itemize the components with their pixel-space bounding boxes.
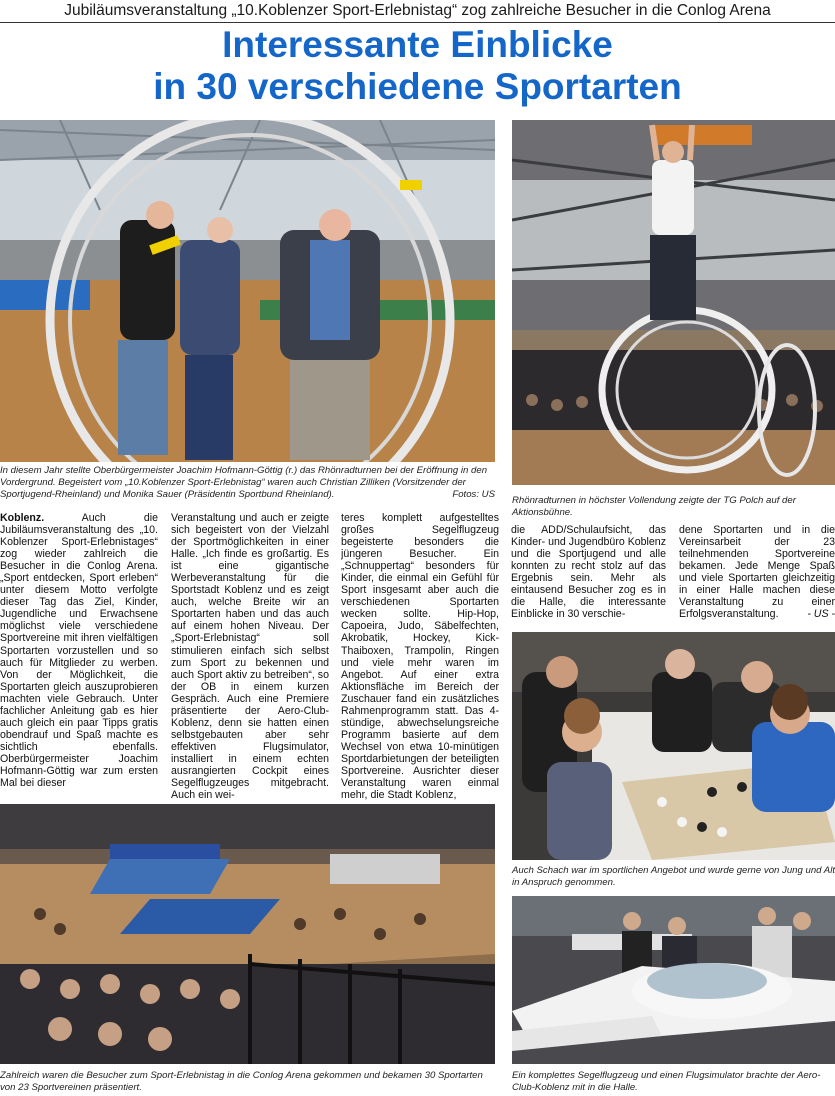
dateline: Koblenz. xyxy=(0,512,45,524)
arena-photo xyxy=(0,804,495,1064)
article-text-1: Auch die Jubiläumsveranstaltung des „10. Koblenzer Sport-Erlebnistages“ zog wieder zahlreich die Besucher in die Conlog Arena. „Sport entdecken, Sport erleben“ unter diesem Motto verfolgte dieser Tag das Ziel, Kinder, Jugendliche und Erwachsene möglichst viele verschiedene Sportvereine mit ihren vielfältigen Sportarten vorzustellen und so auch für Mitglieder zu werben. Von der Möglichkeit, die Sportarten gleich auszuprobieren machten viele Gebrauch. Unter fachlicher Anleitung gab es hier auch gleich ein paar Tipps gratis obendrauf und Spaß machte es sichtlich ebenfalls. Oberbürgermeister Joachim Hofmann-Göttig war zum ersten Mal bei dieser xyxy=(0,512,158,790)
glider-photo-caption: Ein komplettes Segelflugzeug und einen Flugsimulator brachte der Aero-Club-Koblenz mit in die Halle. xyxy=(512,1070,821,1094)
rhoenrad-photo xyxy=(512,120,835,485)
headline-line-2: in 30 verschiedene Sportarten xyxy=(153,66,682,107)
main-photo-caption xyxy=(0,465,495,502)
article-text-5: dene Sportarten und in die Vereinsarbeit der 23 teilnehmenden Sportvereine bekamen. Jede Menge Spaß und viele Sportarten gleichzeitig in einer Halle machen diese Veranstaltung zu einer Erfolgsveranstaltung. xyxy=(679,524,835,621)
article-column-1 xyxy=(0,512,158,802)
headline xyxy=(0,24,835,108)
article-text-2: Veranstaltung und auch er zeigte sich begeistert von der Vielzahl der Sportmöglichkeiten in einer Halle. „Ich finde es großartig. Es ist eine gigantische Werbeveranstaltung für die Sportstadt Koblenz und es zeigt auch, welche Breite wir an Sportarten haben und das auch auf einem hohen Niveau. Der „Sport-Erlebnistag“ soll stimulieren einfach sich selbst zum Sport zu bekennen und auch Sport aktiv zu betreiben“, so der OB in einem kurzen Gespräch. Auch eine Premiere präsentierte der Aero-Club-Koblenz, denn sie hatten einen selbstgebauten aber sehr effektiven Flugsimulator, installiert in einem echten ausrangierten Cockpit eines Segelflugzeuges mitgebracht. Auch ein wei- xyxy=(171,512,329,802)
article-column-4 xyxy=(511,524,666,624)
kicker-line: Jubiläumsveranstaltung „10.Koblenzer Sport-Erlebnistag“ zog zahlreiche Besucher in die Conlog Arena xyxy=(0,0,835,23)
glider-photo xyxy=(512,896,835,1064)
article-column-2 xyxy=(171,512,329,802)
arena-photo-caption: Zahlreich waren die Besucher zum Sport-Erlebnistag in die Conlog Arena gekommen und bekamen 30 Sportarten von 23 Sportvereinen präsentiert. xyxy=(0,1070,483,1094)
headline-line-1: Interessante Einblicke xyxy=(222,24,613,65)
article-column-3 xyxy=(341,512,499,802)
article-text-3: teres komplett aufgestelltes großes Segelflugzeug begeisterte besonders die jüngeren Besucher. Ein „Schnuppertag“ besonders für Kinder, die einmal ein Gefühl für Sport insgesamt aber auch die verschiedenen Sportarten wecken sollte. Hip-Hop, Capoeira, Judo, Säbelfechten, Akrobatik, Hockey, Kick-Thaiboxen, Trampolin, Ringen und viele mehr waren im Angebot. Auf einer extra Aktionsfläche im Bereich der Zuschauer fand ein zusätzliches Rahmenprogramm statt. Das 4-stündige, abwechselungsreiche Programm basierte auf dem Wechsel von etwa 10-minütigen Sportdarbietungen der beteiligten Sportvereine. Ausrichter dieser Veranstaltung waren einmal mehr, die Stadt Koblenz, xyxy=(341,512,499,802)
chess-photo-caption: Auch Schach war im sportlichen Angebot und wurde gerne von Jung und Alt in Anspruch genommen. xyxy=(512,865,835,889)
article-text-4: die ADD/Schulaufsicht, das Kinder- und Jugendbüro Koblenz und die Sportjugend und alle konnten zu recht stolz auf das Ergebnis sein. Mehr als eintausend Besucher zog es in die Halle, die interessante Einblicke in 30 verschie- xyxy=(511,524,666,621)
rhoenrad-photo-caption: Rhönradturnen in höchster Vollendung zeigte der TG Polch auf der Aktionsbühne. xyxy=(512,495,796,519)
chess-photo xyxy=(512,632,835,860)
main-photo xyxy=(0,120,495,462)
article-author: - US - xyxy=(807,608,835,621)
article-column-5 xyxy=(679,524,835,624)
photo-credit: Fotos: US xyxy=(452,489,495,501)
main-photo-caption-text: In diesem Jahr stellte Oberbürgermeister Joachim Hofmann-Göttig (r.) das Rhönradturnen bei der Eröffnung in den Vordergrund. Begeistert vom „10.Koblenzer Sport-Erlebnistag“ waren auch Christian Zilliken (Vorsitzender der Sportjugend-Rheinland) und Monika Sauer (Präsidentin Sportbund Rheinland). xyxy=(0,465,488,501)
